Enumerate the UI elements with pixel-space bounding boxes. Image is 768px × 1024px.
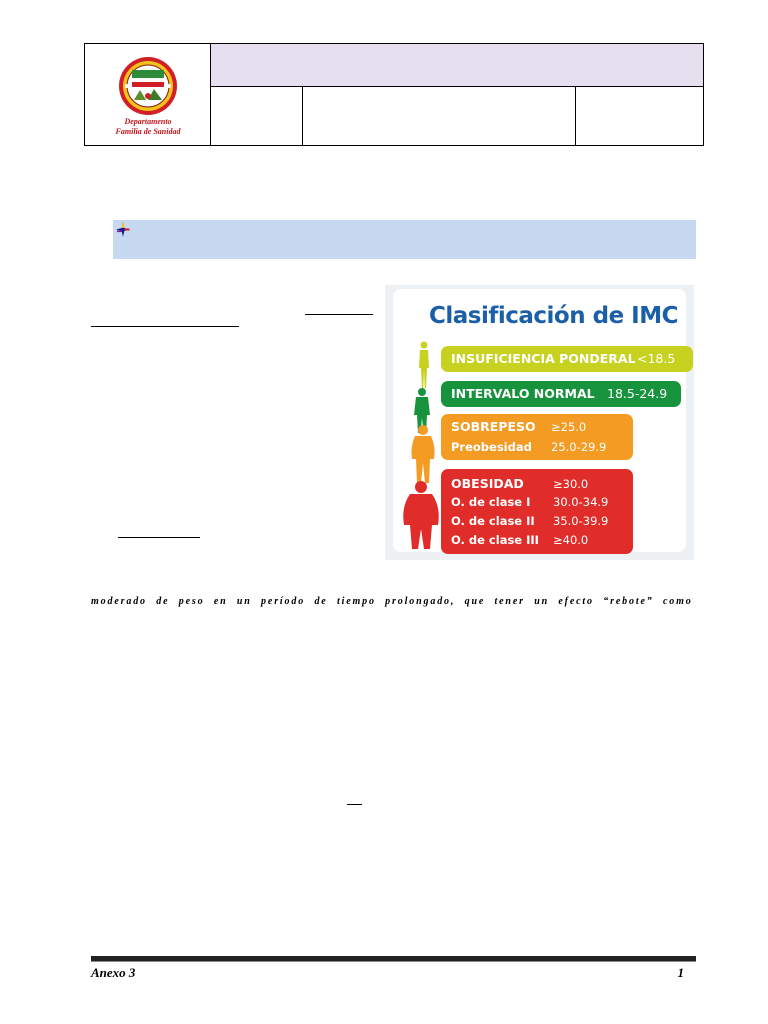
header-cell-3 [576, 87, 703, 145]
imc-value-preobesidad: 25.0-29.9 [551, 440, 607, 454]
imc-value-clase1: 30.0-34.9 [553, 495, 609, 509]
imc-bar-normal [441, 381, 681, 407]
imc-classification-figure [385, 285, 694, 560]
obese-person-icon [401, 481, 441, 551]
section-banner [113, 220, 696, 259]
overweight-person-icon [409, 425, 437, 485]
logo-cell [85, 44, 211, 145]
underline-stub [347, 804, 362, 805]
imc-panel [393, 289, 686, 552]
header-title-cell [211, 44, 703, 87]
header-table [84, 43, 704, 146]
imc-label-obesidad: OBESIDAD [451, 476, 524, 491]
imc-label-preobesidad: Preobesidad [451, 440, 532, 454]
header-cell-1 [211, 87, 303, 145]
imc-value-normal: 18.5-24.9 [607, 386, 668, 401]
logo-dept-line1: Departamento [124, 117, 172, 126]
header-cell-2 [303, 87, 576, 145]
underweight-person-icon [415, 341, 433, 389]
imc-value-clase3: ≥40.0 [553, 533, 589, 547]
imc-label-clase2: O. de clase II [451, 514, 535, 528]
imc-value-clase2: 35.0-39.9 [553, 514, 609, 528]
imc-bar-obesidad [441, 469, 633, 554]
underline-stub [91, 326, 239, 327]
body-italic-paragraph: moderado de peso en un período de tiempo prolongado, que tener un efecto “rebote” como [91, 596, 693, 607]
footer-annex-label: Anexo 3 [91, 965, 136, 980]
footer-rule [91, 956, 696, 962]
imc-value-obesidad: ≥30.0 [553, 477, 589, 491]
four-point-star-bullet-icon [116, 222, 134, 238]
imc-label-clase1: O. de clase I [451, 495, 531, 509]
imc-label-normal: INTERVALO NORMAL [451, 386, 595, 401]
logo-dept-line2: Familia de Sanidad [115, 127, 181, 136]
underline-stub [305, 314, 373, 315]
imc-label-insuficiencia: INSUFICIENCIA PONDERAL [451, 351, 636, 366]
imc-bar-sobrepeso [441, 414, 633, 460]
imc-value-sobrepeso: ≥25.0 [551, 420, 587, 434]
department-seal-logo [118, 56, 178, 116]
imc-value-insuficiencia: <18.5 [637, 351, 676, 366]
underline-stub [118, 537, 200, 538]
imc-title: Clasificación de IMC [429, 303, 678, 329]
imc-bar-insuficiencia [441, 346, 693, 372]
imc-label-clase3: O. de clase III [451, 533, 539, 547]
footer-page-number: 1 [677, 965, 684, 980]
imc-label-sobrepeso: SOBREPESO [451, 419, 536, 434]
